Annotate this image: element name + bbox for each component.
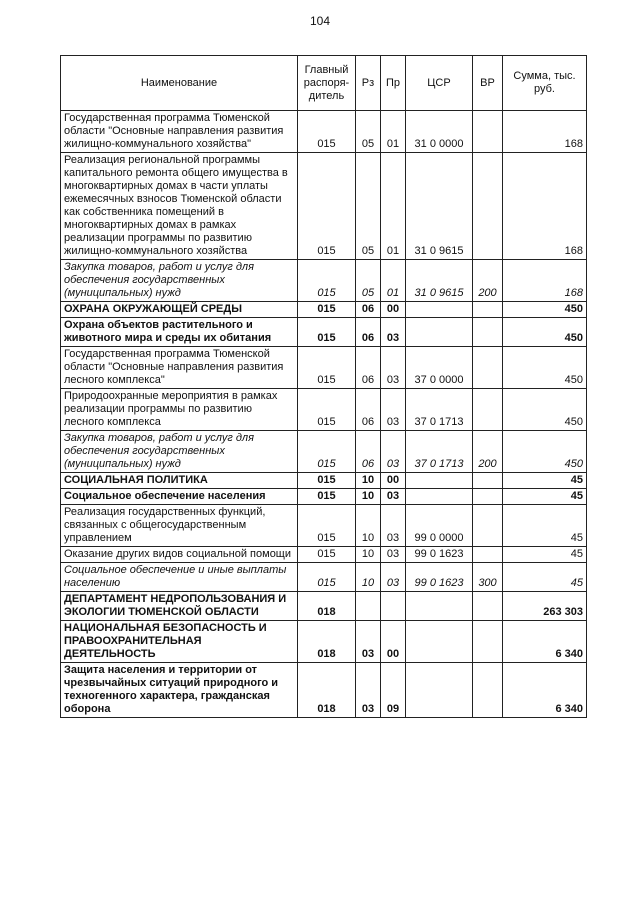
cell-csr: 31 0 0000 [406, 111, 473, 153]
cell-pr: 00 [381, 621, 406, 663]
cell-pr: 03 [381, 318, 406, 347]
table-row [61, 473, 587, 489]
cell-sum: 168 [503, 111, 587, 153]
cell-pr: 01 [381, 260, 406, 302]
cell-sum: 45 [503, 547, 587, 563]
cell-gr: 015 [298, 563, 356, 592]
cell-csr: 99 0 1623 [406, 547, 473, 563]
table-row [61, 260, 587, 302]
cell-sum: 168 [503, 260, 587, 302]
page-number: 104 [309, 14, 331, 28]
cell-name: ОХРАНА ОКРУЖАЮЩЕЙ СРЕДЫ [61, 302, 298, 318]
cell-name: Закупка товаров, работ и услуг для обеспечения государственных (муниципальных) нужд [61, 431, 298, 473]
header-pr: Пр [381, 56, 406, 111]
cell-sum: 450 [503, 431, 587, 473]
cell-csr: 31 0 9615 [406, 153, 473, 260]
cell-pr: 03 [381, 431, 406, 473]
cell-vr: 200 [473, 431, 503, 473]
cell-pr [381, 592, 406, 621]
cell-gr: 015 [298, 318, 356, 347]
table-row [61, 489, 587, 505]
cell-gr: 015 [298, 153, 356, 260]
cell-sum: 45 [503, 505, 587, 547]
cell-csr [406, 473, 473, 489]
cell-vr [473, 547, 503, 563]
table-row [61, 153, 587, 260]
cell-rz: 03 [356, 663, 381, 718]
cell-gr: 015 [298, 505, 356, 547]
cell-sum: 6 340 [503, 663, 587, 718]
table-body [61, 111, 587, 718]
cell-pr: 09 [381, 663, 406, 718]
cell-gr: 015 [298, 547, 356, 563]
cell-sum: 45 [503, 563, 587, 592]
cell-sum: 450 [503, 389, 587, 431]
cell-rz: 03 [356, 621, 381, 663]
cell-name: Социальное обеспечение населения [61, 489, 298, 505]
cell-gr: 015 [298, 111, 356, 153]
cell-vr [473, 302, 503, 318]
cell-vr [473, 505, 503, 547]
cell-csr: 31 0 9615 [406, 260, 473, 302]
cell-csr [406, 489, 473, 505]
cell-vr [473, 153, 503, 260]
cell-vr [473, 473, 503, 489]
cell-sum: 45 [503, 473, 587, 489]
cell-sum: 450 [503, 318, 587, 347]
table-header-row [61, 56, 587, 111]
cell-csr [406, 318, 473, 347]
cell-rz: 06 [356, 431, 381, 473]
cell-csr [406, 663, 473, 718]
cell-csr [406, 592, 473, 621]
cell-sum: 45 [503, 489, 587, 505]
cell-name: Закупка товаров, работ и услуг для обеспечения государственных (муниципальных) нужд [61, 260, 298, 302]
cell-rz [356, 592, 381, 621]
cell-rz: 10 [356, 547, 381, 563]
cell-gr: 018 [298, 592, 356, 621]
cell-pr: 03 [381, 489, 406, 505]
table-row [61, 302, 587, 318]
table-row [61, 663, 587, 718]
cell-name: Государственная программа Тюменской области "Основные направления развития лесного комплекса" [61, 347, 298, 389]
cell-pr: 03 [381, 347, 406, 389]
cell-sum: 6 340 [503, 621, 587, 663]
cell-name: Защита населения и территории от чрезвычайных ситуаций природного и техногенного характера, гражданская оборона [61, 663, 298, 718]
cell-pr: 03 [381, 563, 406, 592]
cell-rz: 05 [356, 153, 381, 260]
cell-gr: 018 [298, 621, 356, 663]
cell-gr: 015 [298, 473, 356, 489]
cell-vr: 300 [473, 563, 503, 592]
cell-gr: 015 [298, 347, 356, 389]
cell-rz: 05 [356, 260, 381, 302]
cell-gr: 015 [298, 489, 356, 505]
table-row [61, 621, 587, 663]
cell-pr: 00 [381, 302, 406, 318]
cell-csr [406, 302, 473, 318]
cell-name: СОЦИАЛЬНАЯ ПОЛИТИКА [61, 473, 298, 489]
cell-rz: 06 [356, 389, 381, 431]
header-name: Наименование [61, 56, 298, 111]
cell-pr: 03 [381, 505, 406, 547]
cell-gr: 015 [298, 431, 356, 473]
table-row [61, 505, 587, 547]
table-row [61, 563, 587, 592]
cell-vr [473, 347, 503, 389]
cell-vr [473, 663, 503, 718]
header-rz: Рз [356, 56, 381, 111]
table-row [61, 111, 587, 153]
cell-name: Государственная программа Тюменской области "Основные направления развития жилищно-коммунального хозяйства" [61, 111, 298, 153]
cell-sum: 168 [503, 153, 587, 260]
cell-vr [473, 592, 503, 621]
cell-rz: 10 [356, 489, 381, 505]
cell-csr: 37 0 1713 [406, 389, 473, 431]
cell-name: НАЦИОНАЛЬНАЯ БЕЗОПАСНОСТЬ И ПРАВООХРАНИТЕЛЬНАЯ ДЕЯТЕЛЬНОСТЬ [61, 621, 298, 663]
cell-csr [406, 621, 473, 663]
cell-name: Охрана объектов растительного и животного мира и среды их обитания [61, 318, 298, 347]
cell-rz: 06 [356, 347, 381, 389]
cell-rz: 06 [356, 318, 381, 347]
cell-csr: 37 0 0000 [406, 347, 473, 389]
cell-pr: 03 [381, 389, 406, 431]
cell-pr: 01 [381, 153, 406, 260]
table-row [61, 592, 587, 621]
cell-csr: 99 0 0000 [406, 505, 473, 547]
table-row [61, 389, 587, 431]
cell-vr: 200 [473, 260, 503, 302]
cell-name: Природоохранные мероприятия в рамках реализации программы по развитию лесного комплекса [61, 389, 298, 431]
header-csr: ЦСР [406, 56, 473, 111]
cell-rz: 10 [356, 505, 381, 547]
cell-name: ДЕПАРТАМЕНТ НЕДРОПОЛЬЗОВАНИЯ И ЭКОЛОГИИ ТЮМЕНСКОЙ ОБЛАСТИ [61, 592, 298, 621]
cell-name: Социальное обеспечение и иные выплаты населению [61, 563, 298, 592]
budget-table [60, 55, 587, 718]
cell-name: Реализация государственных функций, связанных с общегосударственным управлением [61, 505, 298, 547]
cell-gr: 018 [298, 663, 356, 718]
table-row [61, 431, 587, 473]
cell-csr: 99 0 1623 [406, 563, 473, 592]
cell-sum: 263 303 [503, 592, 587, 621]
header-gr: Главный распоря-дитель [298, 56, 356, 111]
header-vr: ВР [473, 56, 503, 111]
cell-gr: 015 [298, 302, 356, 318]
header-sum: Сумма, тыс. руб. [503, 56, 587, 111]
cell-name: Реализация региональной программы капитального ремонта общего имущества в многоквартирных домах в части уплаты ежемесячных взносов Тюменской области как собственника помещений в многоквартирных домах в рамках реализации программы по развитию жилищно-коммунального хозяйства [61, 153, 298, 260]
cell-vr [473, 489, 503, 505]
cell-gr: 015 [298, 260, 356, 302]
table-row [61, 347, 587, 389]
cell-sum: 450 [503, 347, 587, 389]
cell-pr: 01 [381, 111, 406, 153]
cell-rz: 10 [356, 563, 381, 592]
table-row [61, 547, 587, 563]
cell-sum: 450 [503, 302, 587, 318]
table-row [61, 318, 587, 347]
cell-gr: 015 [298, 389, 356, 431]
cell-vr [473, 389, 503, 431]
cell-pr: 00 [381, 473, 406, 489]
cell-vr [473, 111, 503, 153]
cell-name: Оказание других видов социальной помощи [61, 547, 298, 563]
cell-vr [473, 318, 503, 347]
cell-vr [473, 621, 503, 663]
cell-rz: 05 [356, 111, 381, 153]
cell-rz: 06 [356, 302, 381, 318]
cell-pr: 03 [381, 547, 406, 563]
cell-rz: 10 [356, 473, 381, 489]
cell-csr: 37 0 1713 [406, 431, 473, 473]
